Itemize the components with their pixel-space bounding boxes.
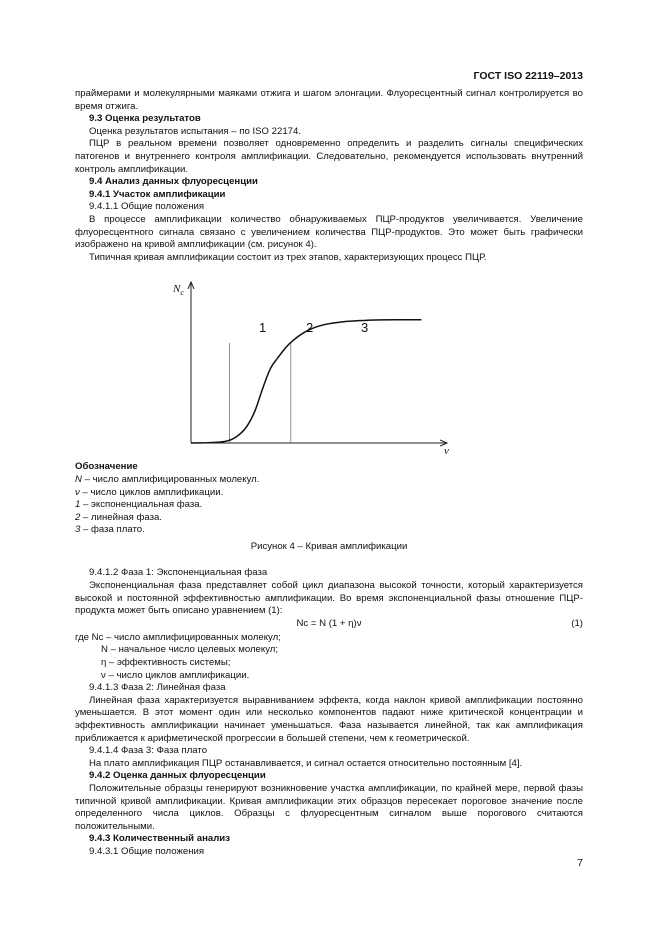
amplification-chart (75, 278, 583, 456)
legend-heading: Обозначение (75, 461, 138, 473)
section-9-3-heading: 9.3 Оценка результатов (89, 113, 201, 125)
equation-number: (1) (571, 617, 583, 629)
equation-formula: Nc = N (1 + η)ν (296, 617, 362, 629)
legend-item-n: N – число амплифицированных молекул. (75, 473, 260, 485)
document-header: ГОСТ ISO 22119–2013 (473, 70, 583, 82)
section-9-3-paragraph-1: Оценка результатов испытания – по ISO 22174. (89, 125, 301, 137)
legend-item-nu: ν – число циклов амплификации. (75, 486, 224, 498)
figure-legend (75, 461, 583, 537)
legend-item-1: 1 – экспоненциальная фаза. (75, 499, 203, 511)
section-9-4-1-1-paragraph-2: Типичная кривая амплификации состоит из трех этапов, характеризующих процесс ПЦР. (89, 251, 487, 263)
section-9-4-1-1-paragraph-1: В процессе амплификации количество обнаруживаемых ПЦР-продуктов увеличивается. Увеличение флуоресцентного сигнала связано с увеличением количества ПЦР-продуктов. Это может быть графически изображено на кривой амплификации (см. рисунок 4). (75, 213, 583, 251)
definition-nc: где Nc – число амплифицированных молекул; (75, 631, 281, 643)
page-number: 7 (577, 857, 583, 869)
section-9-4-1-heading: 9.4.1 Участок амплификации (89, 188, 226, 200)
section-9-4-heading: 9.4 Анализ данных флуоресценции (89, 176, 258, 188)
amplification-chart-svg (75, 278, 583, 456)
section-9-4-1-3-paragraph-1: Линейная фаза характеризуется выравниванием эффекта, когда наклон кривой амплификации постоянно уменьшается. В этот момент один или несколько компонентов падают ниже критической концентрации и эффективность амплификации начинает уменьшаться. Фаза называется линейной, так как амплификация приближается к арифметической прогрессии в большей степени, чем к геометрической. (75, 694, 583, 744)
y-axis-label: $N_c$ (173, 283, 184, 298)
legend-item-3: 3 – фаза плато. (75, 524, 145, 536)
section-9-4-1-4-paragraph-1: На плато амплификация ПЦР останавливается, и сигнал остается относительно постоянным [4]. (89, 757, 523, 769)
legend-item-2: 2 – линейная фаза. (75, 511, 162, 523)
section-9-4-1-3-heading: 9.4.1.3 Фаза 2: Линейная фаза (89, 682, 226, 694)
equation-definitions (75, 632, 583, 682)
section-9-4-2-paragraph-1: Положительные образцы генерируют возникновение участка амплификации, по крайней мере, первой фазы типичной кривой амплификации. Кривая амплификации этих образцов пересекает пороговое значение после определенного числа циклов. Образцы с флуоресцентным сигналом выше порогового считаются положительными. (75, 782, 583, 832)
phase-label-2: 2 (306, 320, 314, 336)
x-axis-label: ν (444, 445, 449, 457)
intro-paragraph: праймерами и молекулярными маяками отжига и шагом элонгации. Флуоресцентный сигнал контролируется во время отжига. (75, 88, 583, 112)
definition-eta: η – эффективность системы; (101, 657, 231, 669)
section-9-4-1-4-heading: 9.4.1.4 Фаза 3: Фаза плато (89, 745, 208, 757)
section-9-4-1-1-heading: 9.4.1.1 Общие положения (89, 201, 205, 213)
section-9-4-2-heading: 9.4.2 Оценка данных флуоресценции (89, 770, 266, 782)
phase-label-1: 1 (259, 320, 267, 336)
document-body (75, 88, 583, 859)
section-9-3-paragraph-2: ПЦР в реальном времени позволяет одновременно определить и разделить сигналы специфических патогенов и внутреннего контроля амплификации. Следовательно, рекомендуется использовать внутренний контроль амплификации. (75, 138, 583, 175)
section-9-4-1-2-paragraph-1: Экспоненциальная фаза представляет собой цикл диапазона высокой точности, который характеризуется высокой и постоянной эффективностью амплификации. Во время экспоненциальной фазы отношение ПЦР-продукта может быть описано уравнением (1): (75, 580, 583, 617)
definition-n: N – начальное число целевых молекул; (101, 644, 279, 656)
section-9-4-3-1-heading: 9.4.3.1 Общие положения (89, 845, 205, 857)
amplification-curve (191, 320, 421, 443)
equation-1 (75, 618, 583, 632)
definition-nu: ν – число циклов амплификации. (101, 669, 250, 681)
section-9-4-1-2-heading: 9.4.1.2 Фаза 1: Экспоненциальная фаза (89, 567, 268, 579)
phase-label-3: 3 (361, 320, 369, 336)
section-9-4-3-heading: 9.4.3 Количественный анализ (89, 833, 230, 845)
figure-caption: Рисунок 4 – Кривая амплификации (250, 540, 408, 552)
